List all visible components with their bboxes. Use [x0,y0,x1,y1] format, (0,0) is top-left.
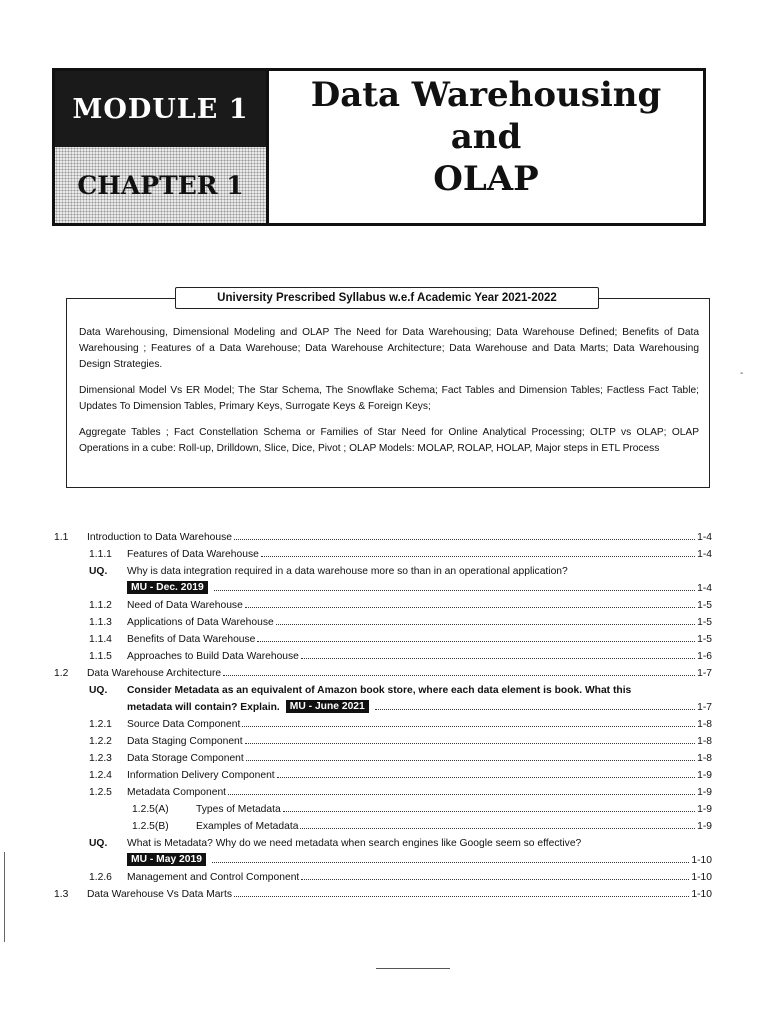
toc-title: Applications of Data Warehouse [127,617,274,628]
toc-page: 1-8 [697,753,712,764]
toc-number: 1.2.1 [89,719,112,730]
university-question[interactable] [54,832,712,866]
toc-page: 1-5 [697,600,712,611]
syllabus-paragraph: Dimensional Model Vs ER Model; The Star Schema, The Snowflake Schema; Fact Tables and Dimension Tables; Factless Fact Table; Updates To Dimension Tables, Primary Keys, Surrogate Keys & Foreign Keys; [79,385,699,412]
toc-number: 1.3 [54,889,69,900]
toc-entry[interactable] [54,662,712,679]
toc-page: 1-6 [697,651,712,662]
toc-leader [245,743,695,744]
uq-question-continued: metadata will contain? Explain. [127,702,280,713]
toc-leader [228,794,695,795]
toc-title: Types of Metadata [196,804,281,815]
syllabus-box [66,292,710,488]
uq-label: UQ. [89,685,108,696]
toc-number: 1.2.2 [89,736,112,747]
toc-entry[interactable] [54,526,712,543]
toc-entry[interactable] [54,883,712,900]
toc-entry[interactable] [54,611,712,628]
toc-leader [277,777,695,778]
chapter-title [269,51,703,223]
toc-number: 1.2.6 [89,872,112,883]
toc-entry[interactable] [54,628,712,645]
toc-leader [301,879,689,880]
toc-page: 1-9 [697,770,712,781]
toc-leader [212,862,689,863]
toc-title: Management and Control Component [127,872,300,883]
header-left-panel [55,71,269,223]
toc-page: 1-5 [697,617,712,628]
exam-badge: MU - May 2019 [127,853,206,866]
module-tag: MODULE 1 [55,71,266,147]
toc-number: 1.1.4 [89,634,112,645]
toc-leader [234,539,695,540]
toc-number: 1.2.5 [89,787,112,798]
chapter-header [52,68,706,226]
toc-entry[interactable] [54,713,712,730]
toc-title: Benefits of Data Warehouse [127,634,256,645]
toc-entry[interactable] [54,645,712,662]
toc-entry[interactable] [54,781,712,798]
toc-page: 1-8 [697,736,712,747]
toc-page: 1-4 [697,549,712,560]
toc-title: Data Storage Component [127,753,244,764]
uq-label: UQ. [89,838,108,849]
uq-question: What is Metadata? Why do we need metadata when search engines like Google seem so effective? [127,838,582,849]
toc-entry[interactable] [54,543,712,560]
toc-page: 1-7 [697,702,712,713]
toc-number: 1.2.4 [89,770,112,781]
toc-leader [223,675,695,676]
toc-leader [261,556,695,557]
toc-number: 1.1.3 [89,617,112,628]
toc-page: 1-9 [697,804,712,815]
toc-title: Metadata Component [127,787,227,798]
toc-leader [283,811,695,812]
toc-entry[interactable] [54,730,712,747]
toc-leader [214,590,695,591]
toc-leader [257,641,695,642]
toc-number: 1.2 [54,668,69,679]
toc-entry[interactable] [54,764,712,781]
stray-mark: - [740,368,744,379]
toc-title: Data Staging Component [127,736,243,747]
toc-number: 1.2.3 [89,753,112,764]
syllabus-title: University Prescribed Syllabus w.e.f Academic Year 2021-2022 [175,287,599,309]
chapter-tag: CHAPTER 1 [55,147,266,223]
toc-title: Information Delivery Component [127,770,275,781]
scan-edge-line [4,852,5,942]
toc-number: 1.2.5(B) [132,821,169,832]
toc-title: Introduction to Data Warehouse [87,532,233,543]
chapter-title-line2: OLAP [433,159,539,199]
university-question[interactable] [54,679,712,713]
toc-page: 1-9 [697,821,712,832]
toc-title: Examples of Metadata [196,821,299,832]
toc-title: Need of Data Warehouse [127,600,243,611]
toc-page: 1-4 [697,583,712,594]
exam-badge: MU - June 2021 [286,700,369,713]
toc-number: 1.2.5(A) [132,804,169,815]
toc-number: 1.1 [54,532,69,543]
toc-entry[interactable] [54,866,712,883]
toc-leader [246,760,695,761]
chapter-title-line1: Data Warehousing and [310,75,662,157]
toc-page: 1-10 [691,872,712,883]
uq-question: Why is data integration required in a data warehouse more so than in an operational application? [127,566,568,577]
uq-label: UQ. [89,566,108,577]
toc-title: Features of Data Warehouse [127,549,259,560]
syllabus-paragraph: Aggregate Tables ; Fact Constellation Schema or Families of Star Need for Online Analytical Processing; OLTP vs OLAP; OLAP Operations in a cube: Roll-up, Drilldown, Slice, Dice, Pivot ; OLAP Models: MOLAP, ROLAP, HOLAP, Major steps in ETL Process [79,427,699,454]
toc-page: 1-5 [697,634,712,645]
toc-number: 1.1.5 [89,651,112,662]
toc-page: 1-10 [691,855,712,866]
toc-page: 1-9 [697,787,712,798]
toc-leader [245,607,695,608]
toc-page: 1-8 [697,719,712,730]
exam-badge: MU - Dec. 2019 [127,581,208,594]
toc-entry[interactable] [54,798,712,815]
toc-leader [242,726,695,727]
toc-title: Data Warehouse Vs Data Marts [87,889,232,900]
university-question[interactable] [54,560,712,594]
toc-page: 1-4 [697,532,712,543]
toc-page: 1-7 [697,668,712,679]
toc-title: Source Data Component [127,719,241,730]
toc-leader [300,828,695,829]
toc-leader [301,658,695,659]
uq-question: Consider Metadata as an equivalent of Amazon book store, where each data element is book. What this [127,685,632,696]
toc-number: 1.1.2 [89,600,112,611]
toc-leader [276,624,695,625]
toc-leader [234,896,689,897]
toc-entry[interactable] [54,594,712,611]
toc-leader [375,709,695,710]
toc-page: 1-10 [691,889,712,900]
toc-entry[interactable] [54,747,712,764]
table-of-contents [54,526,712,900]
toc-number: 1.1.1 [89,549,112,560]
toc-title: Approaches to Build Data Warehouse [127,651,299,662]
syllabus-paragraph: Data Warehousing, Dimensional Modeling and OLAP The Need for Data Warehousing; Data Warehouse Defined; Benefits of Data Warehousing ; Features of a Data Warehouse; Data Warehouse Architecture; Data Warehouse and Data Marts; Data Warehousing Design Strategies. [79,327,699,370]
toc-title: Data Warehouse Architecture [87,668,222,679]
footer-rule [376,968,450,969]
toc-entry[interactable] [54,815,712,832]
